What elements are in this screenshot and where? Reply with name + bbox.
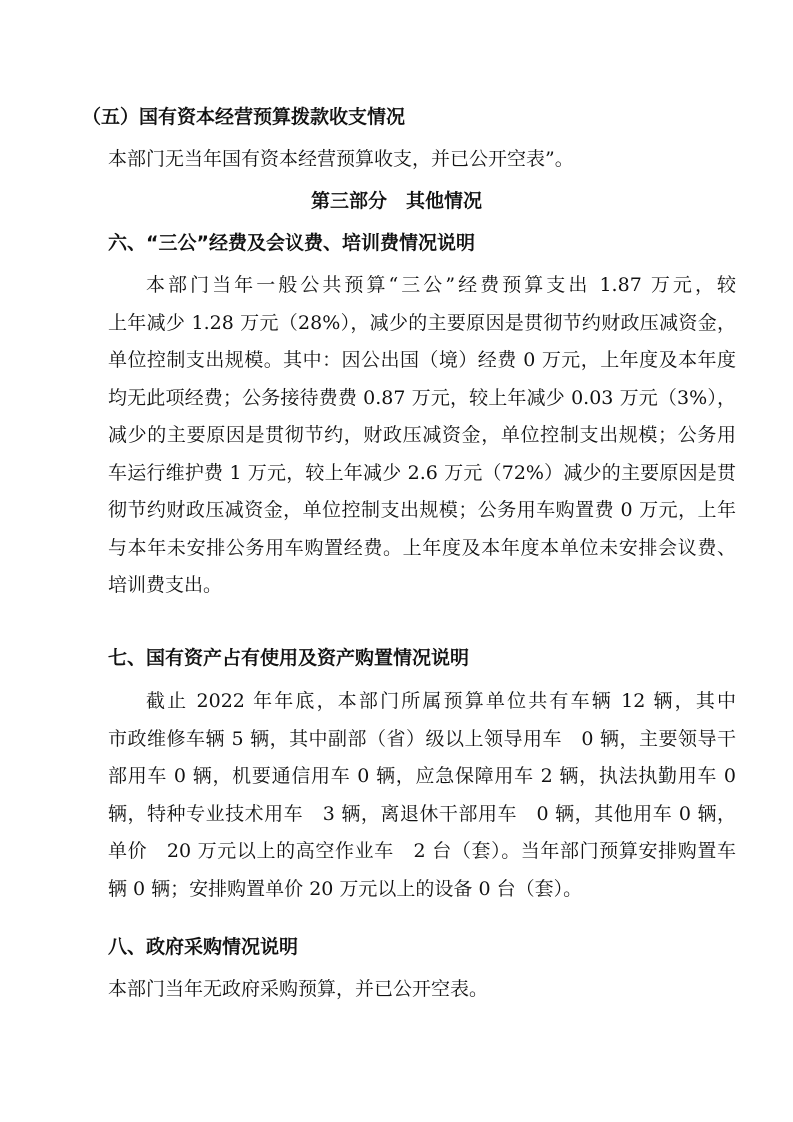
paragraph-line: 车运行维护费 1 万元，较上年减少 2.6 万元（72%）减少的主要原因是贯 <box>108 461 736 484</box>
section-7-paragraph <box>108 683 736 908</box>
section-8-body: 本部门当年无政府采购预算，并已公开空表。 <box>108 978 489 1000</box>
section-5-heading: （五）国有资本经营预算拨款收支情况 <box>82 106 406 128</box>
paragraph-line: 辆 0 辆；安排购置单价 20 万元以上的设备 0 台（套）。 <box>108 877 583 900</box>
paragraph-line: 辆，特种专业技术用车 3 辆，离退休干部用车 0 辆，其他用车 0 辆， <box>108 802 736 825</box>
paragraph-line: 培训费支出。 <box>108 574 223 596</box>
part-3-title: 第三部分 其他情况 <box>310 190 482 212</box>
paragraph-line: 单价 20 万元以上的高空作业车 2 台（套）。当年部门预算安排购置车 <box>108 840 736 862</box>
paragraph-line: 上年减少 1.28 万元（28%），减少的主要原因是贯彻节约财政压减资金， <box>108 311 736 334</box>
paragraph-line: 与本年未安排公务用车购置经费。上年度及本年度本单位未安排会议费、 <box>108 536 736 559</box>
section-5-body: 本部门无当年国有资本经营预算收支，并已公开空表”。 <box>108 148 574 170</box>
paragraph-line: 单位控制支出规模。其中：因公出国（境）经费 0 万元，上年度及本年度 <box>108 349 736 371</box>
section-6-heading: 六、“三公”经费及会议费、培训费情况说明 <box>108 232 475 254</box>
section-6-paragraph <box>108 267 736 605</box>
paragraph-line: 均无此项经费；公务接待费费 0.87 万元，较上年减少 0.03 万元（3%）， <box>108 386 736 409</box>
paragraph-line: 彻节约财政压减资金，单位控制支出规模；公务用车购置费 0 万元，上年 <box>108 499 736 521</box>
paragraph-line: 本部门当年一般公共预算“三公”经费预算支出 1.87 万元，较 <box>146 274 736 296</box>
paragraph-line: 部用车 0 辆，机要通信用车 0 辆，应急保障用车 2 辆，执法执勤用车 0 <box>108 765 736 787</box>
section-8-heading: 八、政府采购情况说明 <box>108 936 299 958</box>
paragraph-line: 减少的主要原因是贯彻节约，财政压减资金，单位控制支出规模；公务用 <box>108 424 736 446</box>
paragraph-line: 截止 2022 年年底，本部门所属预算单位共有车辆 12 辆，其中 <box>146 690 736 712</box>
paragraph-line: 市政维修车辆 5 辆，其中副部（省）级以上领导用车 0 辆，主要领导干 <box>108 727 736 750</box>
section-7-heading: 七、国有资产占有使用及资产购置情况说明 <box>108 647 470 669</box>
